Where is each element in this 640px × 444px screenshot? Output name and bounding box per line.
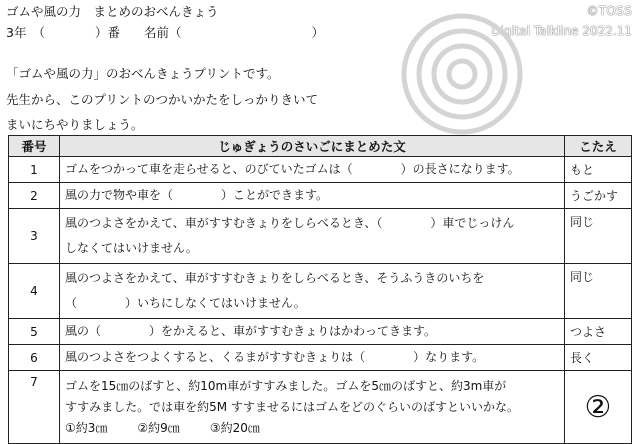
version-text: Digital Talkline 2022.11	[491, 24, 632, 38]
row-sentence	[60, 183, 565, 209]
row-number: 3	[9, 209, 60, 264]
row-number: 1	[9, 157, 60, 183]
target-rings-icon	[400, 12, 524, 136]
table-row	[9, 371, 632, 444]
grade-label: 3年	[6, 25, 27, 40]
row-answer[interactable]: 長く	[565, 345, 632, 371]
class-field[interactable]: （ ）	[32, 25, 108, 40]
student-info-line	[6, 25, 324, 41]
sentence-line: 風の力で物や車を（ ）ことができます。	[65, 188, 329, 202]
row-sentence	[60, 345, 565, 371]
row-number: 2	[9, 183, 60, 209]
sentence-line: ゴムをつかって車を走らせると、のびていたゴムは（ ）の長さになります。	[65, 162, 520, 176]
intro-line-3: まいにちやりましょう。	[6, 117, 144, 132]
table-row	[9, 264, 632, 319]
table-row	[9, 319, 632, 345]
answer-choices	[65, 418, 559, 439]
row-sentence	[60, 371, 565, 444]
row-sentence	[60, 319, 565, 345]
sentence-line: （ ）いちにしなくてはいけません。	[65, 296, 306, 310]
row-sentence	[60, 157, 565, 183]
sentence-line: 風のつよさをつよくすると、くるまがすすむきょりは（ ）なります。	[65, 350, 485, 364]
row-number: 7	[9, 371, 60, 444]
summary-table	[8, 135, 632, 444]
header-number: 番号	[9, 136, 60, 157]
table-row	[9, 209, 632, 264]
choice-option[interactable]: ②約9㎝	[137, 420, 180, 435]
header-sentence: じゅぎょうのさいごにまとめた文	[60, 136, 565, 157]
table-header-row	[9, 136, 632, 157]
choice-option[interactable]: ③約20㎝	[209, 420, 260, 435]
row-number: 5	[9, 319, 60, 345]
name-close: ）	[311, 25, 325, 40]
row-answer[interactable]: 同じ	[565, 209, 632, 264]
sentence-line: すすみました。では車を約5M すすませるにはゴムをどのぐらいのばすといいかな。	[65, 399, 520, 414]
copyright-text: ©TOSS	[586, 4, 632, 18]
choice-option[interactable]: ①約3㎝	[65, 420, 108, 435]
sentence-line: 風のつよさをかえて、車がすすむきょりをしらべるとき、（ ）車でじっけん	[65, 216, 515, 230]
row-answer[interactable]: 同じ	[565, 264, 632, 319]
sentence-line: 風の（ ）をかえると、車がすすむきょりはかわってきます。	[65, 324, 437, 338]
table-row	[9, 183, 632, 209]
row-number: 6	[9, 345, 60, 371]
row-answer[interactable]: つよさ	[565, 319, 632, 345]
name-label: 名前（	[143, 25, 182, 40]
table-row	[9, 157, 632, 183]
intro-line-1: 「ゴムや風の力」のおべんきょうプリントです。	[6, 66, 280, 81]
header-answer: こたえ	[565, 136, 632, 157]
number-label: 番	[107, 25, 120, 40]
table-row	[9, 345, 632, 371]
row-number: 4	[9, 264, 60, 319]
row-sentence	[60, 209, 565, 264]
intro-line-2: 先生から、このプリントのつかいかたをしっかりきいて	[6, 92, 319, 107]
sentence-line: しなくてはいけません。	[65, 241, 198, 255]
sentence-line: 風のつよさをかえて、車がすすむきょりをしらべるとき、そうふうきのいちを	[65, 271, 485, 285]
row-sentence	[60, 264, 565, 319]
sentence-line: ゴムを15㎝のばすと、約10m車がすすみました。ゴムを5㎝のばすと、約3m車が	[65, 378, 507, 393]
row-answer[interactable]: もと	[565, 157, 632, 183]
worksheet-title: ゴムや風の力 まとめのおべんきょう	[6, 4, 219, 19]
row-answer[interactable]: ②	[565, 371, 632, 444]
row-answer[interactable]: うごかす	[565, 183, 632, 209]
